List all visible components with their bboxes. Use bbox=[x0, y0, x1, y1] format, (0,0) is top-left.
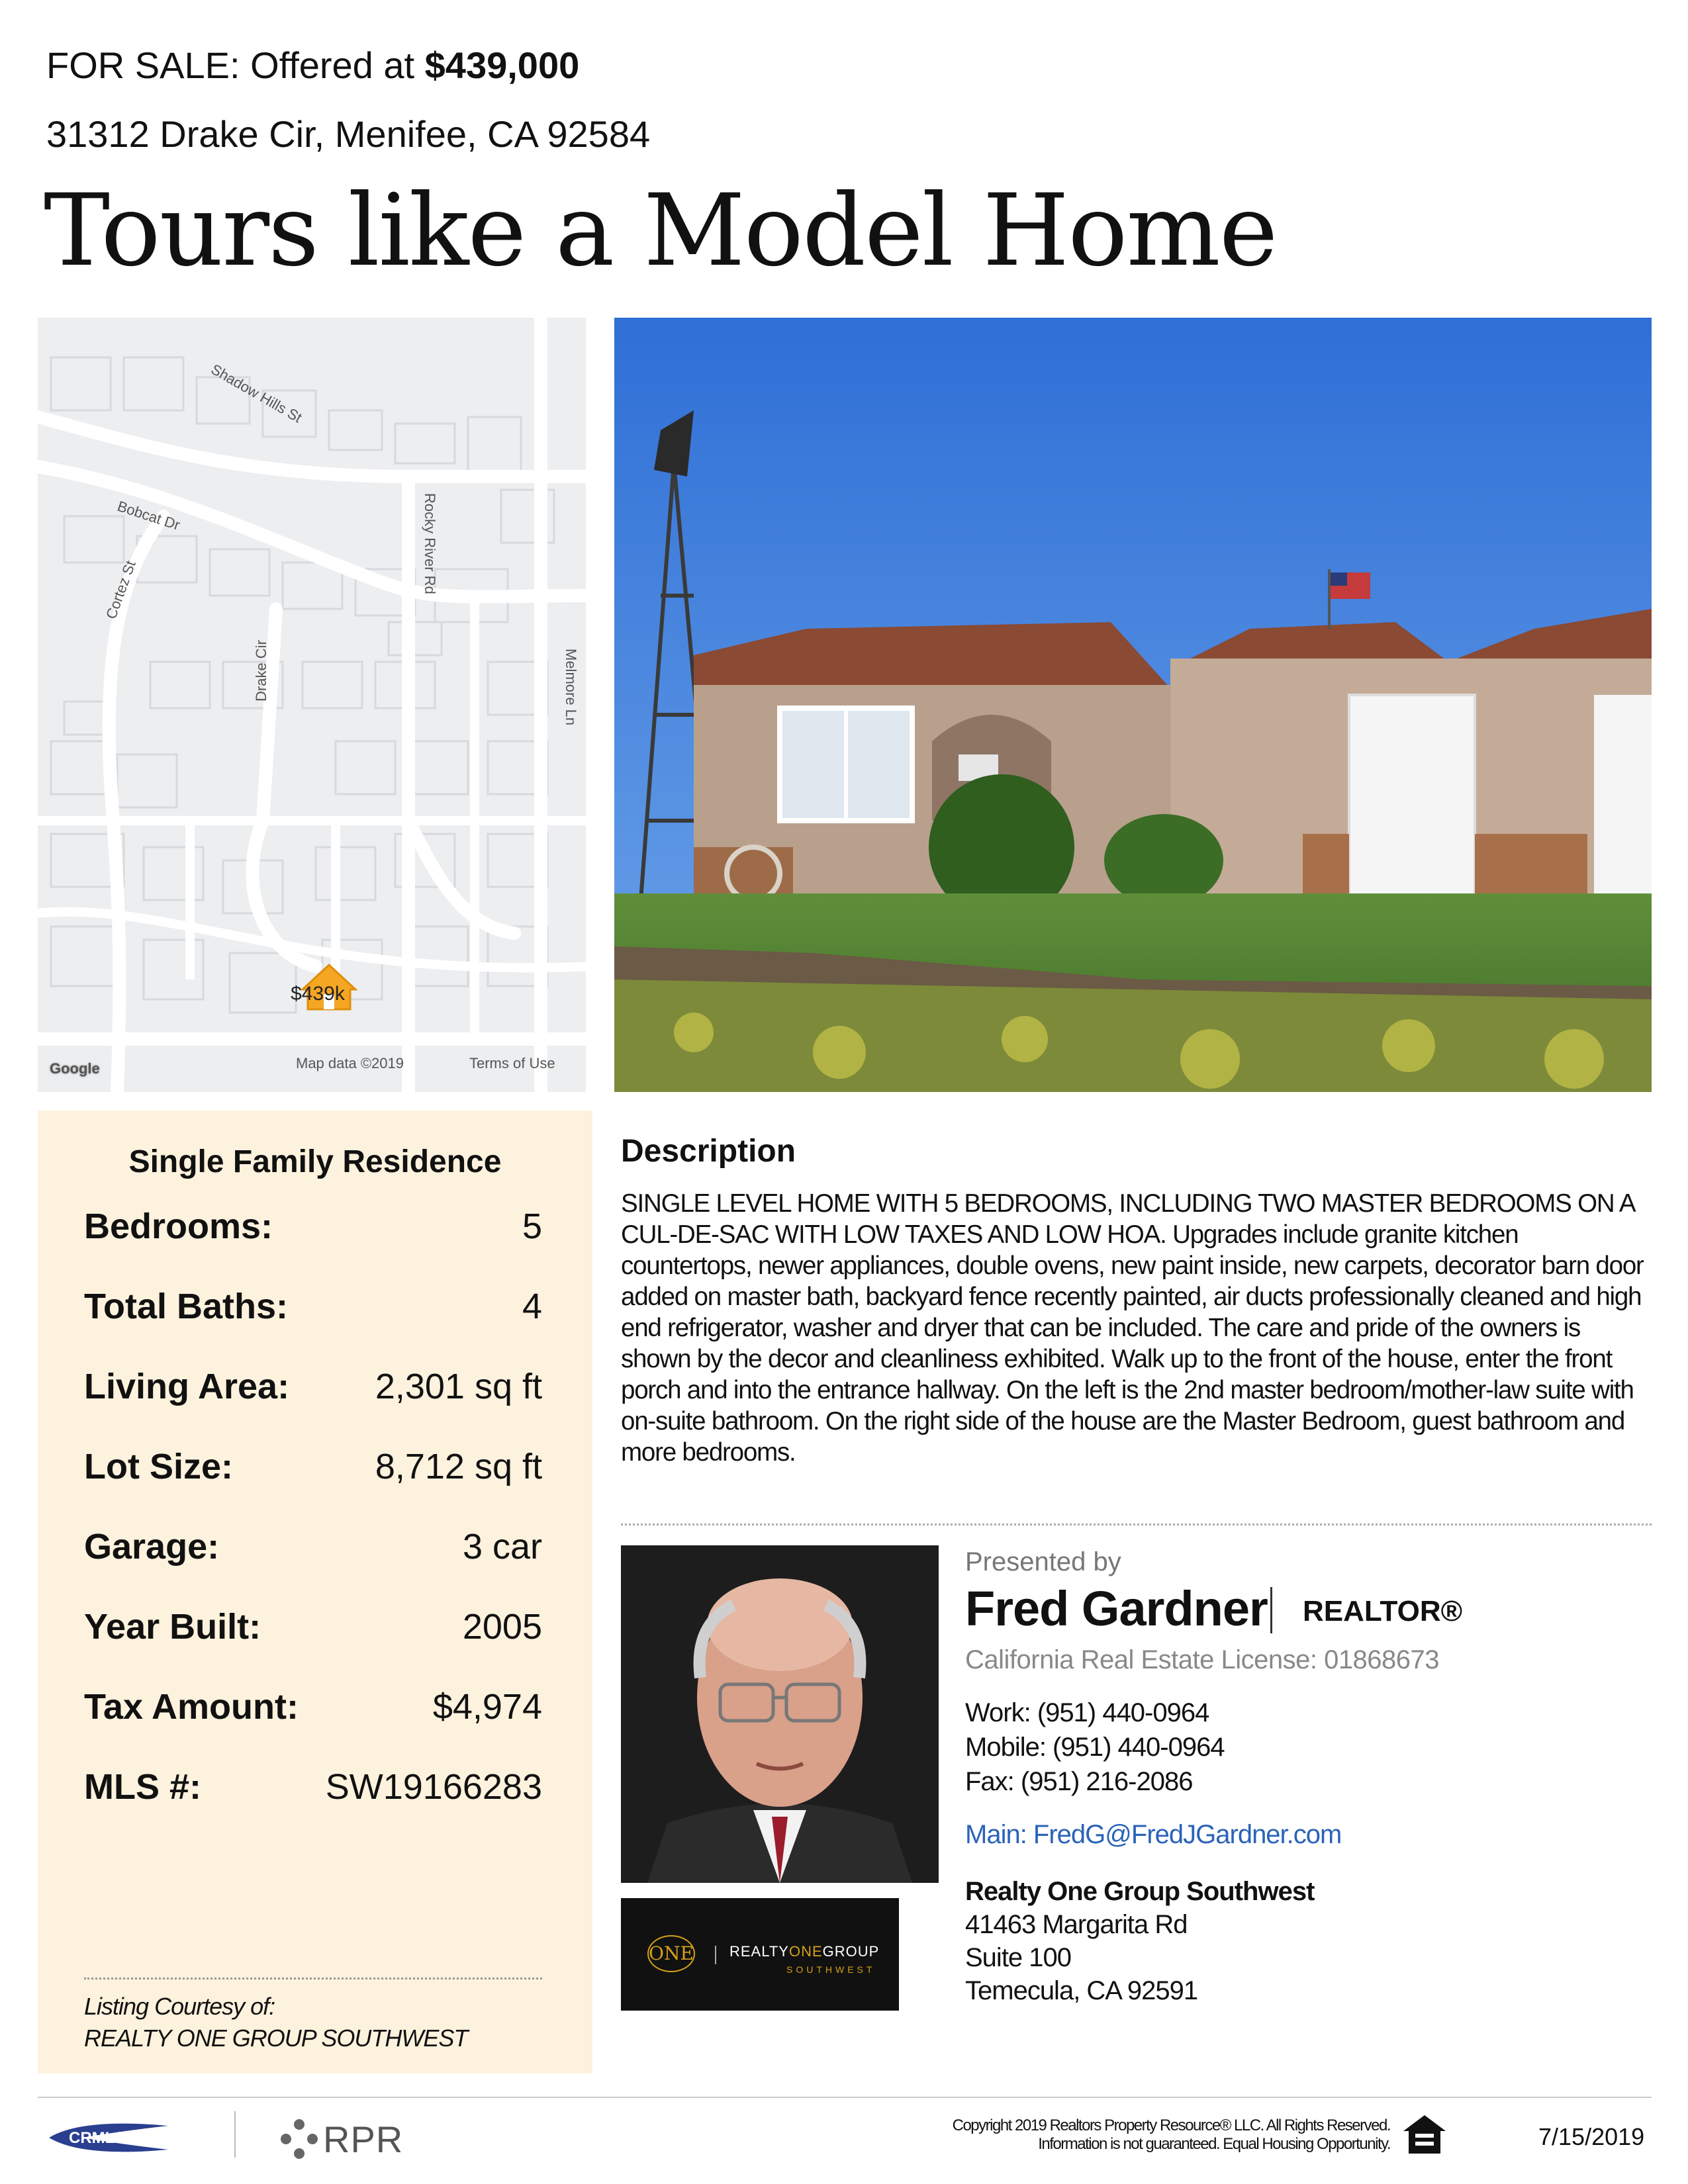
google-logo: Google bbox=[50, 1060, 100, 1077]
fact-value: SW19166283 bbox=[325, 1767, 542, 1807]
office-city: Temecula, CA 92591 bbox=[965, 1976, 1198, 2005]
description-body: SINGLE LEVEL HOME WITH 5 BEDROOMS, INCLUDING TWO MASTER BEDROOMS ON A CUL-DE-SAC WITH LOW TAXES AND LOW HOA. Upgrades include granite kitchen countertops, newer appliances, double ovens, new paint inside, new carpets, decorator barn door added on master bath, backyard fence recently painted, air ducts professionally cleaned and high end refrigerator, washer and dryer that can be included. The care and pride of the owners is shown by the decor and cleanliness exhibited. Walk up to the front of the house, enter the front porch and into the entrance hallway. On the left is the 2nd master bedroom/mother-law suite with on-suite bathroom. On the right side of the house are the Master Bedroom, guest bathroom and more bedrooms. bbox=[621, 1189, 1644, 1467]
fact-row bbox=[84, 1286, 542, 1332]
rpr-logo bbox=[278, 2115, 430, 2161]
sale-price: $439,000 bbox=[424, 44, 580, 86]
fact-row bbox=[84, 1606, 542, 1653]
brokerage-logo bbox=[621, 1898, 899, 2011]
agent-title: REALTOR® bbox=[1303, 1595, 1463, 1627]
fact-row bbox=[84, 1766, 542, 1813]
agent-license: California Real Estate License: 01868673 bbox=[965, 1645, 1440, 1674]
office-street: 41463 Margarita Rd bbox=[965, 1910, 1188, 1939]
fact-label: Tax Amount: bbox=[84, 1687, 299, 1727]
crmls-logo bbox=[42, 2118, 175, 2158]
street-label-cortez: Cortez St bbox=[103, 558, 139, 621]
mobile-phone[interactable]: Mobile: (951) 440-0964 bbox=[965, 1733, 1225, 1762]
street-label-rocky-river: Rocky River Rd bbox=[422, 493, 438, 594]
property-photo bbox=[614, 318, 1652, 1092]
name-separator bbox=[1270, 1587, 1272, 1633]
equal-housing-icon bbox=[1401, 2113, 1448, 2156]
courtesy-label: Listing Courtesy of: bbox=[84, 1993, 275, 2020]
copyright-line-1: Copyright 2019 Realtors Property Resource® LLC. All Rights Reserved. bbox=[952, 2116, 1390, 2134]
fact-value: 5 bbox=[522, 1206, 542, 1246]
logo-word-group: GROUP bbox=[822, 1943, 880, 1960]
map-streets bbox=[38, 318, 592, 1092]
fax-number: Fax: (951) 216-2086 bbox=[965, 1767, 1193, 1796]
headline: Tours like a Model Home bbox=[44, 173, 1277, 289]
street-label-melmore: Melmore Ln bbox=[563, 649, 579, 726]
logo-wordmark bbox=[729, 1943, 879, 1960]
fact-value: 2,301 sq ft bbox=[375, 1367, 542, 1406]
description-heading: Description bbox=[621, 1134, 796, 1169]
copyright-notice bbox=[728, 2116, 1390, 2154]
fact-value: 3 car bbox=[462, 1527, 542, 1567]
fact-value: 2005 bbox=[462, 1607, 542, 1647]
facts-panel bbox=[38, 1111, 592, 2073]
fact-row bbox=[84, 1366, 542, 1412]
fact-row bbox=[84, 1686, 542, 1733]
office-name: Realty One Group Southwest bbox=[965, 1877, 1315, 1906]
map-price-pin[interactable] bbox=[281, 981, 354, 1005]
fact-label: Garage: bbox=[84, 1527, 220, 1567]
location-map[interactable] bbox=[38, 318, 592, 1092]
fact-value: $4,974 bbox=[432, 1687, 542, 1727]
sale-prefix: FOR SALE: Offered at bbox=[46, 44, 425, 86]
sale-line bbox=[46, 44, 579, 87]
print-date: 7/15/2019 bbox=[1538, 2123, 1645, 2150]
map-price-label: $439k bbox=[291, 983, 345, 1005]
logo-word-one: ONE bbox=[788, 1943, 823, 1960]
footer-divider bbox=[38, 2097, 1652, 2098]
fact-label: Year Built: bbox=[84, 1607, 261, 1647]
presented-by-label: Presented by bbox=[965, 1547, 1121, 1576]
terms-of-use-link[interactable]: Terms of Use bbox=[469, 1055, 555, 1071]
logo-word-realty: REALTY bbox=[729, 1943, 789, 1960]
fact-row bbox=[84, 1526, 542, 1572]
description-divider bbox=[621, 1524, 1652, 1525]
facts-divider bbox=[84, 1978, 542, 1979]
property-address: 31312 Drake Cir, Menifee, CA 92584 bbox=[46, 113, 651, 155]
footer-logo-separator bbox=[234, 2111, 236, 2158]
street-label-shadow-hills: Shadow Hills St bbox=[208, 361, 305, 426]
logo-subtitle: SOUTHWEST bbox=[786, 1964, 876, 1975]
fact-label: Living Area: bbox=[84, 1367, 290, 1406]
office-suite: Suite 100 bbox=[965, 1943, 1072, 1972]
work-phone[interactable]: Work: (951) 440-0964 bbox=[965, 1698, 1209, 1727]
map-data-credit: Map data ©2019 bbox=[296, 1055, 404, 1071]
rpr-mark-icon bbox=[278, 2118, 320, 2160]
fact-label: Total Baths: bbox=[84, 1287, 288, 1326]
agent-email-link[interactable]: Main: FredG@FredJGardner.com bbox=[965, 1820, 1342, 1849]
property-type: Single Family Residence bbox=[128, 1144, 502, 1179]
crmls-text: CRMLS bbox=[69, 2129, 126, 2147]
street-label-drake: Drake Cir bbox=[253, 640, 269, 702]
rpr-text: RPR bbox=[323, 2118, 404, 2160]
fact-label: Bedrooms: bbox=[84, 1206, 273, 1246]
fact-label: MLS #: bbox=[84, 1767, 202, 1807]
fact-row bbox=[84, 1206, 542, 1252]
fact-value: 4 bbox=[522, 1287, 542, 1326]
listing-courtesy bbox=[84, 1991, 467, 2054]
street-label-bobcat: Bobcat Dr bbox=[115, 498, 183, 534]
fact-row bbox=[84, 1446, 542, 1492]
fact-value: 8,712 sq ft bbox=[375, 1447, 542, 1486]
courtesy-office: REALTY ONE GROUP SOUTHWEST bbox=[84, 2025, 468, 2052]
logo-separator bbox=[715, 1946, 716, 1964]
one-logo-mark: ONE bbox=[647, 1935, 695, 1972]
fact-label: Lot Size: bbox=[84, 1447, 233, 1486]
agent-name: Fred Gardner bbox=[965, 1581, 1268, 1636]
agent-photo bbox=[621, 1545, 939, 1883]
copyright-line-2: Information is not guaranteed. Equal Housing Opportunity. bbox=[1038, 2135, 1390, 2153]
